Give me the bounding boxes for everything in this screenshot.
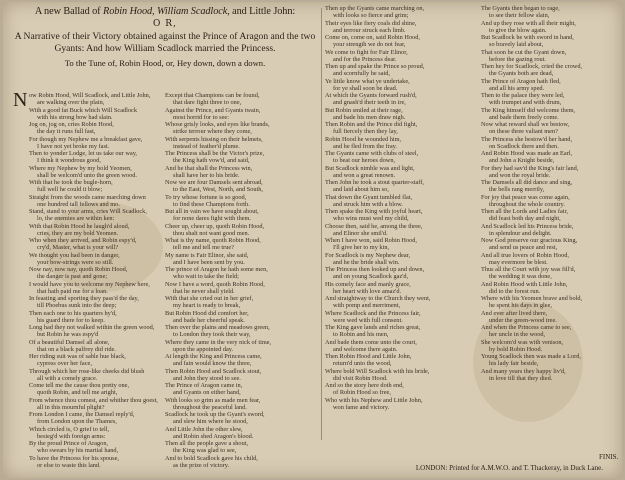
verse-line: shall have her to his bride. xyxy=(173,171,240,179)
verse-line: Cheer up, cheer up, quoth Robin Hood, xyxy=(165,222,265,230)
verse-line: By the proud Prince of Aragon, xyxy=(29,440,109,447)
verse-line: and scornfully he said, xyxy=(333,70,391,78)
verse-line: The Gyants came with clubs of steel, xyxy=(325,150,419,157)
verse-line: That down the Gyant tumbled flat, xyxy=(325,193,413,201)
verse-line: the King was glad to see, xyxy=(173,447,237,455)
verse-line: he spent his days in glee, xyxy=(489,302,552,310)
verse-line: and won a great renown. xyxy=(333,171,396,179)
verse-line: and all his army sped. xyxy=(489,84,545,92)
verse-line: And when the Princess came to see, xyxy=(481,324,572,331)
verse-column-4 xyxy=(481,5,619,443)
verse-line: Then hey for Scadlock, cried the crowd, xyxy=(481,63,583,70)
ballad-title: A new Ballad of Robin Hood, William Scadlock, and Little John: xyxy=(34,6,296,17)
verse-line: and bade his men draw nigh. xyxy=(333,113,406,121)
verse-line: She welcom'd was with venison, xyxy=(481,338,564,346)
verse-line: were wed with full consent. xyxy=(333,316,403,324)
verse-line: but Robin he was espy'd xyxy=(37,331,99,339)
verse-line: At which the Gyants forward rush'd, xyxy=(325,92,417,99)
verse-line: Then John he took a stout quarter-staff, xyxy=(325,179,424,186)
verse-line: Now nay, now nay, quoth Robin Hood, xyxy=(29,266,128,273)
verse-line: in splendour and delight. xyxy=(489,229,552,237)
verse-line: And ever after lived there, xyxy=(481,309,548,317)
verse-line: Of a beautiful Damsel all alone, xyxy=(29,338,110,346)
verse-line: and on young Scadlock gaz'd, xyxy=(333,273,409,281)
verse-line: In feasting and sporting they pass'd the day, xyxy=(29,295,139,302)
verse-line: Now we are four Damsels sent abroad, xyxy=(165,179,263,186)
verse-line: Jog on, jog on, cries Robin Hood, xyxy=(29,121,114,128)
verse-line: throughout the peaceful land. xyxy=(173,403,247,411)
verse-line: and he fled from the fray. xyxy=(333,142,397,150)
verse-line: with trumpet and with drum, xyxy=(489,99,562,107)
verse-line: The Princess then looked up and down, xyxy=(325,266,425,273)
drop-capital: N xyxy=(13,89,28,111)
verse-line: under the green-wood tree. xyxy=(489,316,557,324)
verse-line: The King gave lands and riches great, xyxy=(325,324,421,331)
verse-line: The Princess she bestow'd her hand, xyxy=(481,135,573,143)
verse-line: For joy that peace was come again, xyxy=(481,193,570,201)
verse-line: to beat our heroes down, xyxy=(333,157,396,165)
verse-line: for ye shall soon be dead. xyxy=(333,84,398,92)
verse-line: and John a Knight beside, xyxy=(489,157,555,165)
finis-mark: FINIS. xyxy=(599,453,619,461)
verse-line: My name is Fair Elinor, she said, xyxy=(165,251,249,259)
verse-line: Then Robin Hood and Little John, xyxy=(325,353,412,360)
verse-line: as the prize of victory. xyxy=(173,461,230,469)
verse-line: To have the Princess for his spouse, xyxy=(29,454,119,462)
tune-line: To the Tune of, Robin Hood, or, Hey down, down a down. xyxy=(64,58,266,68)
verse-line: and John they stood to see. xyxy=(173,374,241,382)
verse-line: and laid about him so, xyxy=(333,186,389,194)
verse-line: Except that Champions can be found, xyxy=(165,92,260,99)
broadside-sheet xyxy=(3,2,622,478)
verse-line: ow Robin Hood, Will Scadlock, and Little John, xyxy=(29,92,151,99)
verse-line: I think it wondrous good, xyxy=(37,157,101,165)
verse-line: Stand, stand to your arms, cries Will Scadlock, xyxy=(29,208,147,215)
verse-line: did visit Robin Hood. xyxy=(333,374,388,382)
verse-line: The Princess shall be the Victor's prize, xyxy=(165,150,265,157)
verse-line: And Little John the other slew, xyxy=(165,425,243,433)
verse-line: thou shalt not want good men. xyxy=(173,229,250,237)
verse-line: throughout the whole country. xyxy=(489,200,565,208)
verse-line: For though my Nephew me a breakfast gave, xyxy=(29,135,143,143)
verse-line: Where my Nephew by my bold Yeomen, xyxy=(29,164,132,172)
verse-line: may evermore be blest. xyxy=(489,258,548,266)
verse-line: And all true lovers of Robin Hood, xyxy=(481,251,569,259)
verse-line: The Gyants then began to rage, xyxy=(481,5,560,12)
verse-line: With a good fat Buck which Will Scadlock xyxy=(29,106,137,114)
verse-line: and won the royal bride. xyxy=(489,171,551,179)
verse-line: And so the story here doth end, xyxy=(325,382,404,389)
verse-line: Then spake the King with joyful heart, xyxy=(325,208,423,215)
verse-line: most horrid for to see: xyxy=(173,113,229,121)
verse-line: Young Scadlock then was made a Lord, xyxy=(481,353,581,360)
verse-line: that dare fight three to one, xyxy=(173,99,242,107)
verse-line: cypress over her face, xyxy=(37,360,92,368)
verse-line: From whence thou comest, and whither thou goest, xyxy=(29,396,158,404)
verse-line: or else to waste this land. xyxy=(37,461,101,469)
verse-line: and terrour struck each limb. xyxy=(333,26,406,34)
verse-line: Their eyes like fiery coals did shine, xyxy=(325,19,417,27)
verse-line: did to the forest run. xyxy=(489,287,541,295)
verse-line: Long had they not walked within the green wood, xyxy=(29,324,155,331)
verse-line: Which circled is, O grief to tell, xyxy=(29,425,110,433)
verse-line: With that he took the bugle-horn, xyxy=(29,179,113,186)
verse-line: tell me and tell me true? xyxy=(173,244,235,252)
verse-line: and struck him with a blow. xyxy=(333,200,403,208)
verse-line: But Robin Hood did comfort her, xyxy=(165,309,249,317)
verse-line: and bade them freely come. xyxy=(489,113,559,121)
verse-line: instead of feather'd plume. xyxy=(173,142,240,150)
verse-line: and gnash'd their teeth in ire, xyxy=(333,99,406,107)
verse-line: who wins must wed my child, xyxy=(333,215,409,223)
verse-line: his lady fair beside, xyxy=(489,360,539,368)
verse-line: my heart is ready to break, xyxy=(173,302,241,310)
verse-line: besieg'd with foreign arms: xyxy=(37,432,106,440)
verse-line: with looks so fierce and grim; xyxy=(333,12,409,20)
verse-line: The Damsels all did dance and sing, xyxy=(481,179,573,186)
verse-line: on these three valiant men? xyxy=(489,128,558,136)
verse-line: For Scadlock is my Nephew dear, xyxy=(325,251,411,259)
verse-line: your strength we do not fear, xyxy=(333,41,406,49)
verse-line: Straight from the woods came marching down xyxy=(29,193,146,201)
verse-line: one hundred tall fellows and mo. xyxy=(37,200,120,208)
verse-line: We come to fight for Fair Elinor, xyxy=(325,48,408,56)
verse-line: Then all the people gave a shout, xyxy=(165,440,249,447)
verse-line: With that Robin Hood he laugh'd aloud, xyxy=(29,222,130,230)
printer-imprint: LONDON: Printed for A.M.W.O. and T. Thackeray, in Duck Lane. xyxy=(415,464,603,472)
verse-line: The prince of Aragon he hath some men, xyxy=(165,266,268,273)
verse-line: and for the Princess dear. xyxy=(333,55,397,63)
verse-line: full well he could it blow; xyxy=(37,186,103,194)
verse-line: Against the Prince, and Gyants twain, xyxy=(165,106,261,114)
verse-line: with his strong bow had slain. xyxy=(37,113,113,121)
verse-line: to find these Champions forth. xyxy=(173,200,250,208)
verse-line: But Scadlock nimble was and light, xyxy=(325,164,415,172)
verse-line: The Prince of Aragon came in, xyxy=(165,382,243,389)
verse-line: the day it runs full fast, xyxy=(37,128,96,136)
verse-line: the King hath vow'd, and said, xyxy=(173,157,250,165)
verse-line: When I have won, said Robin Hood, xyxy=(325,237,417,244)
verse-line: Then to yonder Lodge, let us take our way, xyxy=(29,150,138,157)
verse-line: for none dares fight with them. xyxy=(173,215,251,223)
verse-line: For they had sav'd the King's fair land, xyxy=(481,164,579,172)
verse-line: to the East, West, North, and South, xyxy=(173,186,263,194)
verse-line: And up they rose with all their might, xyxy=(481,19,576,27)
verse-line: Now God preserve our gracious King, xyxy=(481,237,578,244)
verse-line: With that she cried out in her grief, xyxy=(165,295,254,302)
verse-line: are walking over the plain, xyxy=(37,99,105,107)
verse-line: who wait to take the field; xyxy=(173,273,239,281)
verse-line: in love till that they died. xyxy=(489,374,553,382)
verse-line: Ye little know what ye undertake, xyxy=(325,77,410,85)
verse-line: Then up and spake the Prince so proud, xyxy=(325,63,425,70)
verse-line: and I have been sent by you. xyxy=(173,258,245,266)
verse-column-3 xyxy=(325,5,470,443)
verse-line: upon the appointed day. xyxy=(173,345,234,353)
verse-line: And straightway to the Church they went, xyxy=(325,295,431,302)
verse-column-2 xyxy=(165,92,310,469)
verse-line: of Robin Hood so free, xyxy=(333,389,391,397)
verse-line: And Robin Hood with Little John, xyxy=(481,280,568,288)
subtitle-line-2: Gyants: And how William Scadlock married the Princess. xyxy=(54,43,276,54)
verse-line: With serpents hissing on their helmets, xyxy=(165,135,263,143)
verse-line: and fain would know the three, xyxy=(173,360,252,368)
verse-line: Where bold Will Scadlock with his bride, xyxy=(325,367,430,375)
verse-line: Who when they arrived, and Robin espy'd, xyxy=(29,237,137,244)
verse-line: and he the bride shall win. xyxy=(333,258,400,266)
verse-line: His comely face and manly grace, xyxy=(325,280,411,288)
verse-line: To try whose fortune is so good, xyxy=(165,193,247,201)
verse-line: the danger is past and gone; xyxy=(37,273,108,281)
verse-line: And he that shall the Princess win, xyxy=(165,164,253,172)
verse-line: and Gyants on either hand, xyxy=(173,389,241,397)
verse-line: her heart with love amaz'd. xyxy=(333,287,402,295)
verse-line: did feast both day and night, xyxy=(489,215,561,223)
verse-line: Where with his Yeomen brave and bold, xyxy=(481,295,583,302)
verse-line: till Phoebus sunk into the deep; xyxy=(37,302,117,310)
verse-line: The Prince of Aragon hath fled, xyxy=(481,77,561,85)
verse-line: I have not yet broke my fast. xyxy=(37,142,110,150)
verse-line: And many years they happy liv'd, xyxy=(481,367,566,375)
ballad-heading xyxy=(9,5,321,87)
verse-line: Then Robin and the Prince did fight, xyxy=(325,121,418,128)
verse-line: Come tell me the cause thou pretty one, xyxy=(29,382,130,389)
subtitle-line-1: A Narrative of their Victory obtained against the Prince of Aragon and the two xyxy=(14,31,316,42)
verse-line: and send us peace and rest, xyxy=(489,244,558,252)
verse-line: from London upon the Thames, xyxy=(37,418,117,426)
verse-line: to give the blow again. xyxy=(489,26,547,34)
verse-line: with pomp and merriment, xyxy=(333,302,401,310)
verse-line: that on a black palfrey did ride. xyxy=(37,345,116,353)
column-rule xyxy=(321,8,322,440)
verse-line: With looks so grim as made men fear, xyxy=(165,396,261,404)
verse-line: who swears by his martial hand, xyxy=(37,447,119,455)
verse-line: so bravely laid about, xyxy=(489,41,544,49)
verse-line: to see their fellow slain, xyxy=(489,12,550,20)
verse-line: Where Scadlock and the Princess fair, xyxy=(325,309,421,317)
verse-line: and Robin shed Aragon's blood. xyxy=(173,432,254,440)
verse-column-1 xyxy=(29,92,169,469)
verse-line: Robin Hood he wounded him, xyxy=(325,135,402,143)
verse-line: full fiercely then they lay, xyxy=(333,128,398,136)
verse-line: the wedding it was done, xyxy=(489,273,552,281)
verse-line: won fame and victory. xyxy=(333,403,390,411)
verse-line: and welcome there again. xyxy=(333,345,398,353)
verse-line: and slew him where he stood, xyxy=(173,418,248,426)
verse-line: that hath paid me for a loan. xyxy=(37,287,108,295)
verse-line: and Elinor she smil'd. xyxy=(333,229,388,237)
verse-line: strike terrour where they come, xyxy=(173,128,252,136)
verse-line: Come on, come on, said Robin Hood, xyxy=(325,34,420,41)
verse-line: Scadlock he took up the Gyant's sword, xyxy=(165,411,265,418)
verse-line: I would have you to welcome my Nephew here, xyxy=(29,280,150,288)
verse-line: lo, the enemies are within ken: xyxy=(37,215,115,223)
verse-line: But Scadlock he with sword in hand, xyxy=(481,34,574,41)
verse-line: And to bold Scadlock gave his child, xyxy=(165,454,258,462)
verse-line: Where they came in the very nick of time, xyxy=(165,338,272,346)
verse-line: Now what reward shall we bestow, xyxy=(481,121,570,128)
verse-line: his guard there for to keep. xyxy=(37,316,105,324)
verse-line: I'll give her to my kin, xyxy=(333,244,390,252)
verse-line: cries, they are my bold Yeomen. xyxy=(37,229,119,237)
verse-line: From London I came, the Damsel reply'd, xyxy=(29,411,135,418)
verse-line: That soon he cut the Gyant down, xyxy=(481,48,567,56)
verse-line: We thought you had been in danger, xyxy=(29,251,120,259)
verse-line: shall be welcom'd unto the green wood. xyxy=(37,171,137,179)
verse-line: At length the King and Princess came, xyxy=(165,353,262,360)
verse-line: by bold Robin Hood. xyxy=(489,345,543,353)
title-or: O R, xyxy=(153,19,177,29)
verse-line: But Robin smiled at their rage, xyxy=(325,106,403,114)
verse-line: Then up the Gyants came marching on, xyxy=(325,5,425,12)
verse-line: Who with his Nephew and Little John, xyxy=(325,396,423,404)
verse-line: return'd unto the wood, xyxy=(333,360,392,368)
verse-line: And bade them come unto the court, xyxy=(325,338,417,346)
verse-line: Thus all the Court with joy was fill'd, xyxy=(481,266,576,273)
verse-line: The King himself did welcome them, xyxy=(481,106,576,114)
verse-line: And Scadlock led his Princess bride, xyxy=(481,222,574,230)
verse-line: Then all the Lords and Ladies fair, xyxy=(481,208,568,215)
verse-line: all in this mournful plight? xyxy=(37,403,105,411)
verse-line: Her riding suit was of sable hue black, xyxy=(29,353,126,360)
verse-line: on Scadlock there and then. xyxy=(489,142,559,150)
verse-line: to Robin and his men, xyxy=(333,331,389,339)
verse-line: Now I have a word, quoth Robin Hood, xyxy=(165,280,265,288)
verse-line: Through which her rose-like cheeks did blush xyxy=(29,367,145,375)
verse-line: before the gazing rout. xyxy=(489,55,546,63)
verse-line: all with a comely grace. xyxy=(37,374,98,382)
verse-line: to London they took their way, xyxy=(173,331,251,339)
verse-line: But all in vain we have sought about, xyxy=(165,208,259,215)
verse-line: Then Robin Hood and Scadlock stout, xyxy=(165,367,262,375)
verse-line: Whose grisly looks, and eyes like brands, xyxy=(165,121,270,128)
verse-line: Then over the plains and meadows green, xyxy=(165,324,270,331)
verse-line: Then to the palace they were led, xyxy=(481,92,565,99)
verse-line: and bade her cheerful speak. xyxy=(173,316,245,324)
verse-line: the bells rang merrily, xyxy=(489,186,545,194)
verse-line: And Robin Hood was made an Earl, xyxy=(481,150,573,157)
verse-line: Choose then, said he, among the three, xyxy=(325,222,423,230)
verse-line: quoth Robin, and tell me aright, xyxy=(37,389,118,397)
verse-line: that he never shall yield. xyxy=(173,287,235,295)
verse-line: What is thy name, quoth Robin Hood, xyxy=(165,237,261,244)
verse-line: your bow-strings were so still. xyxy=(37,258,114,266)
verse-line: cry'd, Master, what is your will? xyxy=(37,244,119,252)
verse-line: Then each one to his quarters hy'd, xyxy=(29,309,117,317)
verse-line: the Gyants both are dead, xyxy=(489,70,554,78)
verse-line: her uncle in the wood, xyxy=(489,331,546,339)
